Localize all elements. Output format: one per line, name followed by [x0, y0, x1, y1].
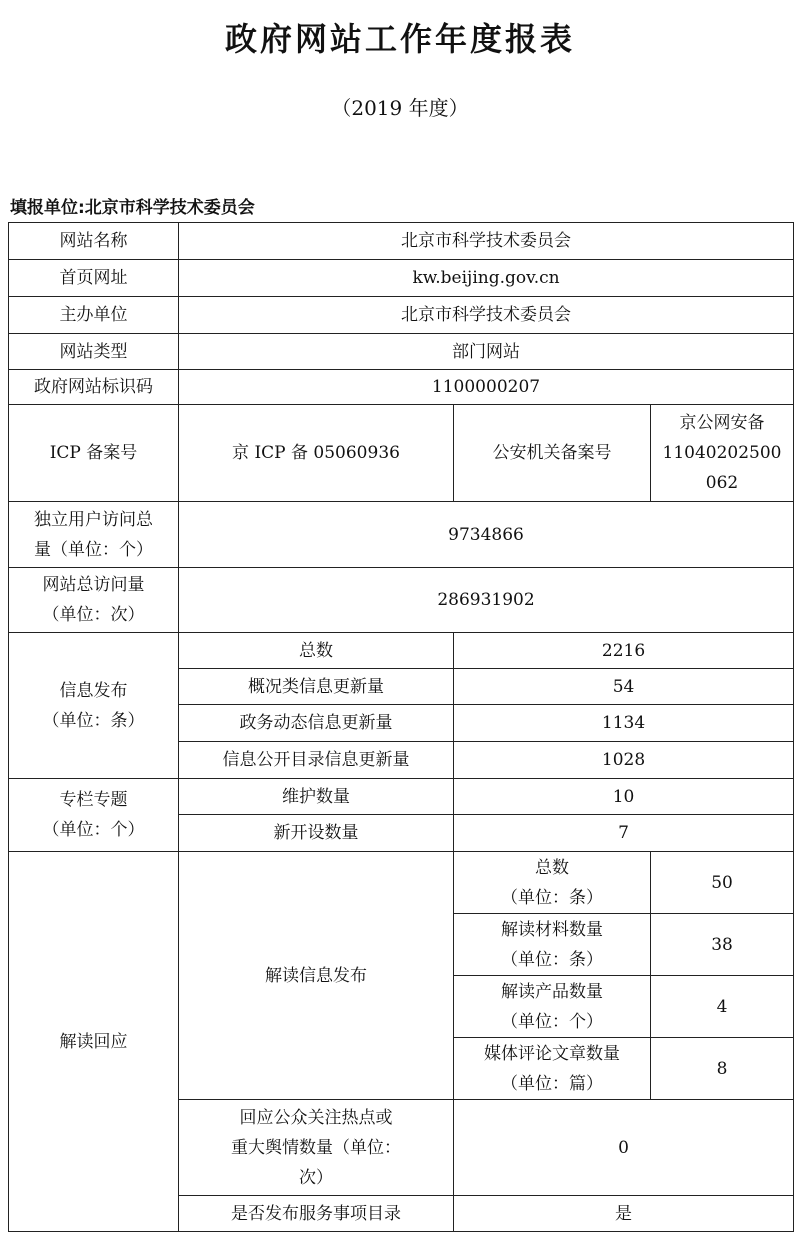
- home-url-label: 首页网址: [9, 260, 179, 297]
- column-row-label: 维护数量: [179, 779, 454, 815]
- page-title: 政府网站工作年度报表: [224, 20, 575, 58]
- table-row: [9, 779, 794, 815]
- table-row: [9, 502, 794, 568]
- site-id-value: 1100000207: [179, 370, 794, 405]
- pv-value: 286931902: [179, 568, 794, 633]
- site-name-value: 北京市科学技术委员会: [179, 223, 794, 260]
- info-row-value: 2216: [454, 633, 794, 669]
- filing-unit: 填报单位:北京市科学技术委员会: [10, 198, 255, 218]
- interp-row-value: 38: [651, 914, 794, 976]
- site-id-label: 政府网站标识码: [9, 370, 179, 405]
- sponsor-label: 主办单位: [9, 297, 179, 334]
- report-year: （2019 年度）: [331, 96, 469, 120]
- interp-response-label: 解读回应: [9, 852, 179, 1232]
- info-row-label: 总数: [179, 633, 454, 669]
- column-row-value: 7: [454, 815, 794, 852]
- column-row-label: 新开设数量: [179, 815, 454, 852]
- interp-row-value: 8: [651, 1038, 794, 1100]
- interp-row-label: 总数 （单位：条）: [454, 852, 651, 914]
- info-row-label: 信息公开目录信息更新量: [179, 742, 454, 779]
- interp-release-label: 解读信息发布: [179, 852, 454, 1100]
- service-catalog-label: 是否发布服务事项目录: [179, 1196, 454, 1232]
- response-count-value: 0: [454, 1100, 794, 1196]
- table-row: [9, 405, 794, 502]
- uv-value: 9734866: [179, 502, 794, 568]
- police-record-label: 公安机关备案号: [454, 405, 651, 502]
- icp-value: 京 ICP 备 05060936: [179, 405, 454, 502]
- table-row: [9, 334, 794, 370]
- response-count-label: 回应公众关注热点或 重大舆情数量（单位： 次）: [179, 1100, 454, 1196]
- table-row: [9, 370, 794, 405]
- interp-row-label: 解读材料数量 （单位：条）: [454, 914, 651, 976]
- site-name-label: 网站名称: [9, 223, 179, 260]
- interp-row-label: 媒体评论文章数量 （单位：篇）: [454, 1038, 651, 1100]
- info-row-value: 1028: [454, 742, 794, 779]
- column-topic-label: 专栏专题 （单位：个）: [9, 779, 179, 852]
- table-row: [9, 852, 794, 914]
- uv-label: 独立用户访问总 量（单位：个）: [9, 502, 179, 568]
- site-type-label: 网站类型: [9, 334, 179, 370]
- table-row: [9, 260, 794, 297]
- home-url-value: kw.beijing.gov.cn: [179, 260, 794, 297]
- table-row: [9, 633, 794, 669]
- info-release-label: 信息发布 （单位：条）: [9, 633, 179, 779]
- column-row-value: 10: [454, 779, 794, 815]
- table-row: [9, 223, 794, 260]
- info-row-value: 1134: [454, 705, 794, 742]
- sponsor-value: 北京市科学技术委员会: [179, 297, 794, 334]
- info-row-value: 54: [454, 669, 794, 705]
- info-row-label: 政务动态信息更新量: [179, 705, 454, 742]
- interp-row-value: 50: [651, 852, 794, 914]
- pv-label: 网站总访问量 （单位：次）: [9, 568, 179, 633]
- interp-row-value: 4: [651, 976, 794, 1038]
- interp-row-label: 解读产品数量 （单位：个）: [454, 976, 651, 1038]
- icp-label: ICP 备案号: [9, 405, 179, 502]
- table-row: [9, 568, 794, 633]
- info-row-label: 概况类信息更新量: [179, 669, 454, 705]
- site-type-value: 部门网站: [179, 334, 794, 370]
- table-row: [9, 297, 794, 334]
- service-catalog-value: 是: [454, 1196, 794, 1232]
- police-record-value: 京公网安备 11040202500 062: [651, 405, 794, 502]
- report-table: [8, 222, 794, 1232]
